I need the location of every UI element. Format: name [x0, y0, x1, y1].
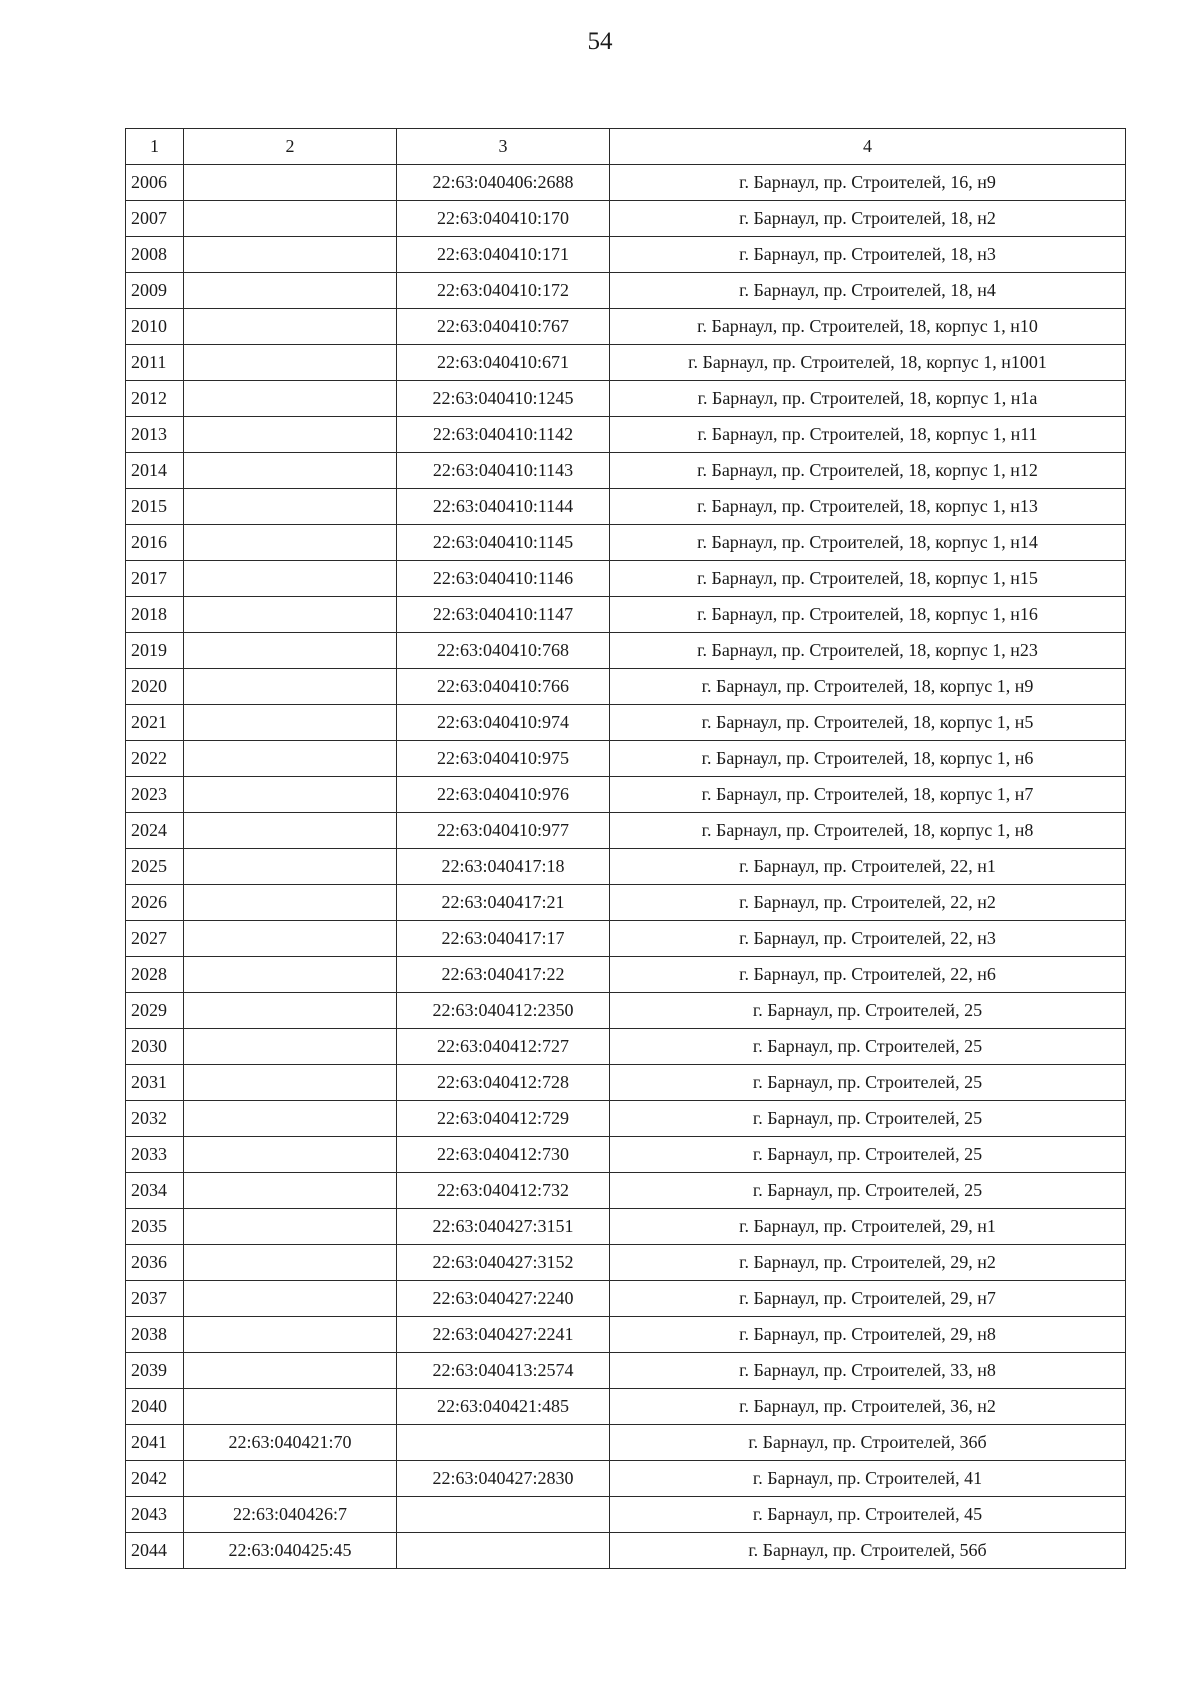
- cadastral-number-cell-col2: [184, 1029, 397, 1065]
- column-header-4: 4: [610, 129, 1126, 165]
- table-row: [126, 525, 1126, 561]
- address-cell: г. Барнаул, пр. Строителей, 18, корпус 1, н1а: [610, 381, 1126, 417]
- row-number-cell: 2041: [126, 1425, 184, 1461]
- table-row: [126, 1137, 1126, 1173]
- address-cell: г. Барнаул, пр. Строителей, 18, корпус 1, н11: [610, 417, 1126, 453]
- address-cell: г. Барнаул, пр. Строителей, 29, н8: [610, 1317, 1126, 1353]
- address-cell: г. Барнаул, пр. Строителей, 22, н3: [610, 921, 1126, 957]
- cadastral-number-cell-col2: [184, 561, 397, 597]
- table-row: [126, 201, 1126, 237]
- row-number-cell: 2040: [126, 1389, 184, 1425]
- address-cell: г. Барнаул, пр. Строителей, 18, корпус 1, н23: [610, 633, 1126, 669]
- address-cell: г. Барнаул, пр. Строителей, 18, корпус 1, н14: [610, 525, 1126, 561]
- address-cell: г. Барнаул, пр. Строителей, 45: [610, 1497, 1126, 1533]
- row-number-cell: 2009: [126, 273, 184, 309]
- cadastral-number-cell-col3: 22:63:040410:975: [397, 741, 610, 777]
- cadastral-number-cell-col2: [184, 273, 397, 309]
- row-number-cell: 2030: [126, 1029, 184, 1065]
- cadastral-number-cell-col3: 22:63:040417:18: [397, 849, 610, 885]
- table-row: [126, 165, 1126, 201]
- cadastral-number-cell-col3: 22:63:040410:974: [397, 705, 610, 741]
- row-number-cell: 2017: [126, 561, 184, 597]
- cadastral-number-cell-col2: [184, 237, 397, 273]
- cadastral-number-cell-col3: 22:63:040410:1245: [397, 381, 610, 417]
- cadastral-number-cell-col3: 22:63:040427:2830: [397, 1461, 610, 1497]
- cadastral-number-cell-col2: [184, 597, 397, 633]
- cadastral-number-cell-col2: [184, 309, 397, 345]
- table-row: [126, 381, 1126, 417]
- cadastral-number-cell-col3: 22:63:040410:170: [397, 201, 610, 237]
- cadastral-number-cell-col3: 22:63:040410:1143: [397, 453, 610, 489]
- row-number-cell: 2026: [126, 885, 184, 921]
- table-row: [126, 813, 1126, 849]
- address-cell: г. Барнаул, пр. Строителей, 25: [610, 1137, 1126, 1173]
- cadastral-number-cell-col3: 22:63:040412:727: [397, 1029, 610, 1065]
- row-number-cell: 2024: [126, 813, 184, 849]
- page-number: 54: [587, 28, 613, 55]
- address-cell: г. Барнаул, пр. Строителей, 22, н2: [610, 885, 1126, 921]
- table-row: [126, 237, 1126, 273]
- cadastral-number-cell-col2: [184, 921, 397, 957]
- cadastral-number-cell-col2: [184, 1317, 397, 1353]
- cadastral-number-cell-col3: 22:63:040421:485: [397, 1389, 610, 1425]
- row-number-cell: 2039: [126, 1353, 184, 1389]
- registry-table: [125, 128, 1126, 1569]
- row-number-cell: 2027: [126, 921, 184, 957]
- table-row: [126, 633, 1126, 669]
- cadastral-number-cell-col2: [184, 453, 397, 489]
- cadastral-number-cell-col2: [184, 1461, 397, 1497]
- address-cell: г. Барнаул, пр. Строителей, 56б: [610, 1533, 1126, 1569]
- address-cell: г. Барнаул, пр. Строителей, 25: [610, 1029, 1126, 1065]
- cadastral-number-cell-col3: 22:63:040410:171: [397, 237, 610, 273]
- row-number-cell: 2032: [126, 1101, 184, 1137]
- row-number-cell: 2031: [126, 1065, 184, 1101]
- row-number-cell: 2021: [126, 705, 184, 741]
- address-cell: г. Барнаул, пр. Строителей, 18, корпус 1, н10: [610, 309, 1126, 345]
- address-cell: г. Барнаул, пр. Строителей, 22, н6: [610, 957, 1126, 993]
- cadastral-number-cell-col2: 22:63:040421:70: [184, 1425, 397, 1461]
- row-number-cell: 2037: [126, 1281, 184, 1317]
- address-cell: г. Барнаул, пр. Строителей, 25: [610, 1101, 1126, 1137]
- table-row: [126, 1389, 1126, 1425]
- cadastral-number-cell-col3: 22:63:040427:3151: [397, 1209, 610, 1245]
- column-header-3: 3: [397, 129, 610, 165]
- cadastral-number-cell-col2: [184, 345, 397, 381]
- table-row: [126, 669, 1126, 705]
- row-number-cell: 2008: [126, 237, 184, 273]
- cadastral-number-cell-col3: 22:63:040410:766: [397, 669, 610, 705]
- cadastral-number-cell-col3: 22:63:040427:3152: [397, 1245, 610, 1281]
- address-cell: г. Барнаул, пр. Строителей, 18, корпус 1, н7: [610, 777, 1126, 813]
- cadastral-number-cell-col2: [184, 633, 397, 669]
- cadastral-number-cell-col3: 22:63:040410:976: [397, 777, 610, 813]
- column-header-2: 2: [184, 129, 397, 165]
- cadastral-number-cell-col2: [184, 1137, 397, 1173]
- table-row: [126, 777, 1126, 813]
- cadastral-number-cell-col3: 22:63:040410:1147: [397, 597, 610, 633]
- cadastral-number-cell-col3: 22:63:040427:2241: [397, 1317, 610, 1353]
- table-row: [126, 921, 1126, 957]
- table-row: [126, 597, 1126, 633]
- cadastral-number-cell-col2: [184, 381, 397, 417]
- cadastral-number-cell-col2: [184, 1353, 397, 1389]
- table-row: [126, 1497, 1126, 1533]
- cadastral-number-cell-col2: 22:63:040425:45: [184, 1533, 397, 1569]
- table-row: [126, 741, 1126, 777]
- table-row: [126, 849, 1126, 885]
- row-number-cell: 2023: [126, 777, 184, 813]
- cadastral-number-cell-col3: 22:63:040410:1144: [397, 489, 610, 525]
- cadastral-number-cell-col2: [184, 1281, 397, 1317]
- table-row: [126, 1533, 1126, 1569]
- cadastral-number-cell-col3: 22:63:040410:977: [397, 813, 610, 849]
- row-number-cell: 2019: [126, 633, 184, 669]
- address-cell: г. Барнаул, пр. Строителей, 18, корпус 1, н8: [610, 813, 1126, 849]
- table-row: [126, 957, 1126, 993]
- table-row: [126, 1209, 1126, 1245]
- address-cell: г. Барнаул, пр. Строителей, 29, н1: [610, 1209, 1126, 1245]
- cadastral-number-cell-col3: 22:63:040417:22: [397, 957, 610, 993]
- table-row: [126, 705, 1126, 741]
- address-cell: г. Барнаул, пр. Строителей, 18, корпус 1, н1001: [610, 345, 1126, 381]
- row-number-cell: 2029: [126, 993, 184, 1029]
- table-row: [126, 417, 1126, 453]
- cadastral-number-cell-col3: 22:63:040412:732: [397, 1173, 610, 1209]
- cadastral-number-cell-col2: [184, 1389, 397, 1425]
- table-row: [126, 993, 1126, 1029]
- cadastral-number-cell-col3: 22:63:040412:729: [397, 1101, 610, 1137]
- row-number-cell: 2011: [126, 345, 184, 381]
- address-cell: г. Барнаул, пр. Строителей, 29, н2: [610, 1245, 1126, 1281]
- table-row: [126, 1425, 1126, 1461]
- address-cell: г. Барнаул, пр. Строителей, 18, корпус 1, н5: [610, 705, 1126, 741]
- address-cell: г. Барнаул, пр. Строителей, 18, корпус 1, н12: [610, 453, 1126, 489]
- row-number-cell: 2025: [126, 849, 184, 885]
- table-row: [126, 489, 1126, 525]
- cadastral-number-cell-col2: [184, 705, 397, 741]
- address-cell: г. Барнаул, пр. Строителей, 29, н7: [610, 1281, 1126, 1317]
- row-number-cell: 2028: [126, 957, 184, 993]
- table-row: [126, 1317, 1126, 1353]
- cadastral-number-cell-col2: [184, 1173, 397, 1209]
- cadastral-number-cell-col3: [397, 1425, 610, 1461]
- address-cell: г. Барнаул, пр. Строителей, 25: [610, 1065, 1126, 1101]
- table-row: [126, 1173, 1126, 1209]
- table-row: [126, 1065, 1126, 1101]
- row-number-cell: 2022: [126, 741, 184, 777]
- cadastral-number-cell-col3: 22:63:040417:17: [397, 921, 610, 957]
- table-row: [126, 1245, 1126, 1281]
- cadastral-number-cell-col2: [184, 669, 397, 705]
- cadastral-number-cell-col3: 22:63:040410:172: [397, 273, 610, 309]
- table-row: [126, 1461, 1126, 1497]
- row-number-cell: 2010: [126, 309, 184, 345]
- address-cell: г. Барнаул, пр. Строителей, 22, н1: [610, 849, 1126, 885]
- cadastral-number-cell-col2: [184, 1065, 397, 1101]
- row-number-cell: 2044: [126, 1533, 184, 1569]
- row-number-cell: 2033: [126, 1137, 184, 1173]
- cadastral-number-cell-col3: 22:63:040410:1142: [397, 417, 610, 453]
- cadastral-number-cell-col2: [184, 813, 397, 849]
- address-cell: г. Барнаул, пр. Строителей, 33, н8: [610, 1353, 1126, 1389]
- row-number-cell: 2042: [126, 1461, 184, 1497]
- address-cell: г. Барнаул, пр. Строителей, 18, корпус 1, н9: [610, 669, 1126, 705]
- address-cell: г. Барнаул, пр. Строителей, 25: [610, 993, 1126, 1029]
- cadastral-number-cell-col2: [184, 777, 397, 813]
- cadastral-number-cell-col3: 22:63:040412:730: [397, 1137, 610, 1173]
- row-number-cell: 2034: [126, 1173, 184, 1209]
- row-number-cell: 2015: [126, 489, 184, 525]
- cadastral-number-cell-col2: [184, 885, 397, 921]
- cadastral-number-cell-col3: 22:63:040410:768: [397, 633, 610, 669]
- cadastral-number-cell-col3: [397, 1497, 610, 1533]
- row-number-cell: 2018: [126, 597, 184, 633]
- cadastral-number-cell-col2: [184, 1101, 397, 1137]
- row-number-cell: 2020: [126, 669, 184, 705]
- table-row: [126, 309, 1126, 345]
- row-number-cell: 2006: [126, 165, 184, 201]
- column-header-1: 1: [126, 129, 184, 165]
- cadastral-number-cell-col2: [184, 165, 397, 201]
- cadastral-number-cell-col2: [184, 417, 397, 453]
- address-cell: г. Барнаул, пр. Строителей, 41: [610, 1461, 1126, 1497]
- cadastral-number-cell-col3: 22:63:040427:2240: [397, 1281, 610, 1317]
- table-row: [126, 345, 1126, 381]
- table-row: [126, 453, 1126, 489]
- cadastral-number-cell-col3: 22:63:040412:2350: [397, 993, 610, 1029]
- table-body: [126, 165, 1126, 1569]
- cadastral-number-cell-col2: [184, 993, 397, 1029]
- row-number-cell: 2013: [126, 417, 184, 453]
- cadastral-number-cell-col2: 22:63:040426:7: [184, 1497, 397, 1533]
- cadastral-number-cell-col2: [184, 201, 397, 237]
- address-cell: г. Барнаул, пр. Строителей, 18, корпус 1, н15: [610, 561, 1126, 597]
- address-cell: г. Барнаул, пр. Строителей, 18, корпус 1, н6: [610, 741, 1126, 777]
- cadastral-number-cell-col2: [184, 1209, 397, 1245]
- table-row: [126, 1101, 1126, 1137]
- row-number-cell: 2007: [126, 201, 184, 237]
- row-number-cell: 2012: [126, 381, 184, 417]
- row-number-cell: 2043: [126, 1497, 184, 1533]
- cadastral-number-cell-col3: 22:63:040410:767: [397, 309, 610, 345]
- table-row: [126, 885, 1126, 921]
- cadastral-number-cell-col2: [184, 489, 397, 525]
- row-number-cell: 2014: [126, 453, 184, 489]
- cadastral-number-cell-col3: 22:63:040410:671: [397, 345, 610, 381]
- address-cell: г. Барнаул, пр. Строителей, 18, корпус 1, н16: [610, 597, 1126, 633]
- table-row: [126, 1029, 1126, 1065]
- header-row: [126, 129, 1126, 165]
- cadastral-number-cell-col2: [184, 957, 397, 993]
- row-number-cell: 2038: [126, 1317, 184, 1353]
- row-number-cell: 2035: [126, 1209, 184, 1245]
- address-cell: г. Барнаул, пр. Строителей, 18, н4: [610, 273, 1126, 309]
- cadastral-number-cell-col2: [184, 1245, 397, 1281]
- address-cell: г. Барнаул, пр. Строителей, 18, корпус 1, н13: [610, 489, 1126, 525]
- table-row: [126, 273, 1126, 309]
- cadastral-number-cell-col3: [397, 1533, 610, 1569]
- address-cell: г. Барнаул, пр. Строителей, 16, н9: [610, 165, 1126, 201]
- cadastral-number-cell-col3: 22:63:040413:2574: [397, 1353, 610, 1389]
- address-cell: г. Барнаул, пр. Строителей, 18, н3: [610, 237, 1126, 273]
- address-cell: г. Барнаул, пр. Строителей, 25: [610, 1173, 1126, 1209]
- cadastral-number-cell-col3: 22:63:040410:1146: [397, 561, 610, 597]
- table-row: [126, 1281, 1126, 1317]
- address-cell: г. Барнаул, пр. Строителей, 18, н2: [610, 201, 1126, 237]
- cadastral-number-cell-col2: [184, 525, 397, 561]
- address-cell: г. Барнаул, пр. Строителей, 36, н2: [610, 1389, 1126, 1425]
- cadastral-number-cell-col3: 22:63:040417:21: [397, 885, 610, 921]
- cadastral-number-cell-col2: [184, 849, 397, 885]
- registry-table-container: [125, 128, 1125, 1569]
- cadastral-number-cell-col2: [184, 741, 397, 777]
- address-cell: г. Барнаул, пр. Строителей, 36б: [610, 1425, 1126, 1461]
- row-number-cell: 2016: [126, 525, 184, 561]
- cadastral-number-cell-col3: 22:63:040410:1145: [397, 525, 610, 561]
- table-row: [126, 561, 1126, 597]
- row-number-cell: 2036: [126, 1245, 184, 1281]
- cadastral-number-cell-col3: 22:63:040406:2688: [397, 165, 610, 201]
- table-row: [126, 1353, 1126, 1389]
- cadastral-number-cell-col3: 22:63:040412:728: [397, 1065, 610, 1101]
